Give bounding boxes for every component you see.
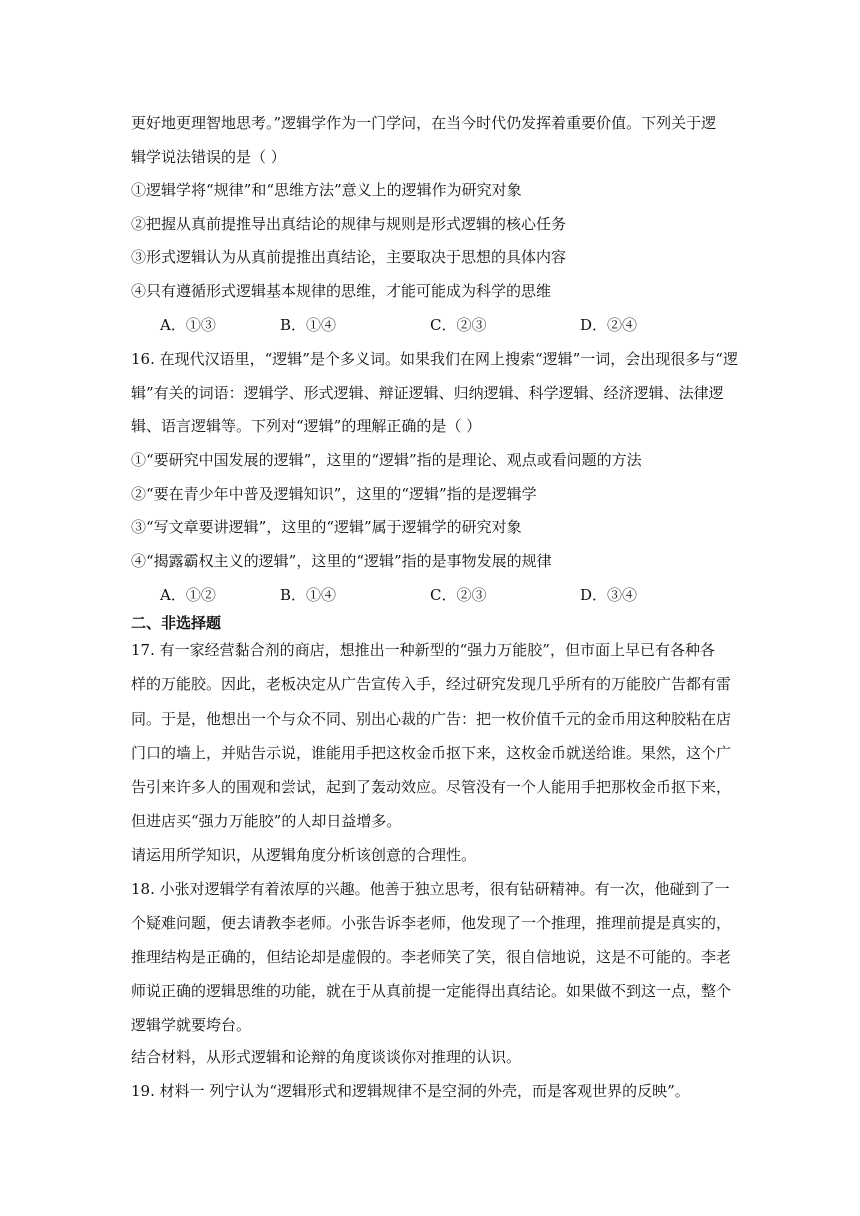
q16-option-c: C．②③ — [430, 586, 487, 604]
q18-material-line-5: 逻辑学就要垮台。 — [131, 1016, 252, 1034]
q16-option-b: B．①④ — [280, 586, 337, 604]
q15-option-c: C．②③ — [430, 316, 487, 334]
q16-stem-line-2: 辑”有关的词语：逻辑学、形式逻辑、辩证逻辑、归纳逻辑、科学逻辑、经济逻辑、法律逻 — [131, 384, 724, 402]
q17-material-line-2: 样的万能胶。因此，老板决定从广告宣传入手，经过研究发现几乎所有的万能胶广告都有雷 — [131, 675, 732, 693]
q18-question: 结合材料，从形式逻辑和论辩的角度谈谈你对推理的认识。 — [131, 1048, 522, 1066]
q16-stem-line-1: 16. 在现代汉语里，“逻辑”是个多义词。如果我们在网上搜索“逻辑”一词，会出现很多与“逻 — [131, 350, 738, 368]
section-heading: 二、非选择题 — [131, 614, 222, 632]
q16-item-3: ③“写文章要讲逻辑”，这里的“逻辑”属于逻辑学的研究对象 — [131, 518, 522, 536]
q18-material-line-4: 师说正确的逻辑思维的功能，就在于从真前提一定能得出真结论。如果做不到这一点，整个 — [131, 982, 732, 1000]
q17-material-line-5: 告引来许多人的围观和尝试，起到了轰动效应。尽管没有一个人能用手把那枚金币抠下来， — [131, 778, 732, 796]
q15-option-d: D．②④ — [580, 316, 638, 334]
q16-item-4: ④“揭露霸权主义的逻辑”，这里的“逻辑”指的是事物发展的规律 — [131, 552, 552, 570]
q17-question: 请运用所学知识，从逻辑角度分析该创意的合理性。 — [131, 846, 477, 864]
q15-option-a: A．①③ — [160, 316, 216, 334]
q15-stem-line-2: 辑学说法错误的是（ ） — [131, 148, 286, 166]
q17-material-line-4: 门口的墙上，并贴告示说，谁能用手把这枚金币抠下来，这枚金币就送给谁。果然，这个广 — [131, 744, 732, 762]
q18-material-line-1: 18. 小张对逻辑学有着浓厚的兴趣。他善于独立思考，很有钻研精神。有一次，他碰到了一 — [131, 880, 730, 898]
q16-stem-line-3: 辑、语言逻辑等。下列对“逻辑”的理解正确的是（ ） — [131, 417, 482, 435]
q16-item-2: ②“要在青少年中普及逻辑知识”，这里的“逻辑”指的是逻辑学 — [131, 485, 537, 503]
q19-text: 19. 材料一 列宁认为“逻辑形式和逻辑规律不是空洞的外壳，而是客观世界的反映”。 — [131, 1082, 690, 1100]
q16-item-1: ①“要研究中国发展的逻辑”，这里的“逻辑”指的是理论、观点或看问题的方法 — [131, 451, 642, 469]
q15-option-b: B．①④ — [280, 316, 337, 334]
q15-item-2: ②把握从真前提推导出真结论的规律与规则是形式逻辑的核心任务 — [131, 215, 567, 233]
q17-material-line-1: 17. 有一家经营黏合剂的商店，想推出一种新型的“强力万能胶”，但市面上早已有各种各 — [131, 641, 715, 659]
q17-material-line-6: 但进店买“强力万能胶”的人却日益增多。 — [131, 812, 402, 830]
q15-item-3: ③形式逻辑认为从真前提推出真结论，主要取决于思想的具体内容 — [131, 248, 567, 266]
q15-stem-line-1: 更好地更理智地思考。”逻辑学作为一门学问，在当今时代仍发挥着重要价值。下列关于逻 — [131, 114, 717, 132]
q18-material-line-3: 推理结构是正确的，但结论却是虚假的。李老师笑了笑，很自信地说，这是不可能的。李老 — [131, 948, 732, 966]
q18-material-line-2: 个疑难问题，便去请教李老师。小张告诉李老师，他发现了一个推理，推理前提是真实的， — [131, 914, 732, 932]
q16-option-a: A．①② — [160, 586, 216, 604]
q16-option-d: D．③④ — [580, 586, 638, 604]
q17-material-line-3: 同。于是，他想出一个与众不同、别出心裁的广告：把一枚价值千元的金币用这种胶粘在店 — [131, 710, 732, 728]
q15-item-1: ①逻辑学将“规律”和“思维方法”意义上的逻辑作为研究对象 — [131, 181, 522, 199]
q15-item-4: ④只有遵循形式逻辑基本规律的思维，才能可能成为科学的思维 — [131, 282, 552, 300]
